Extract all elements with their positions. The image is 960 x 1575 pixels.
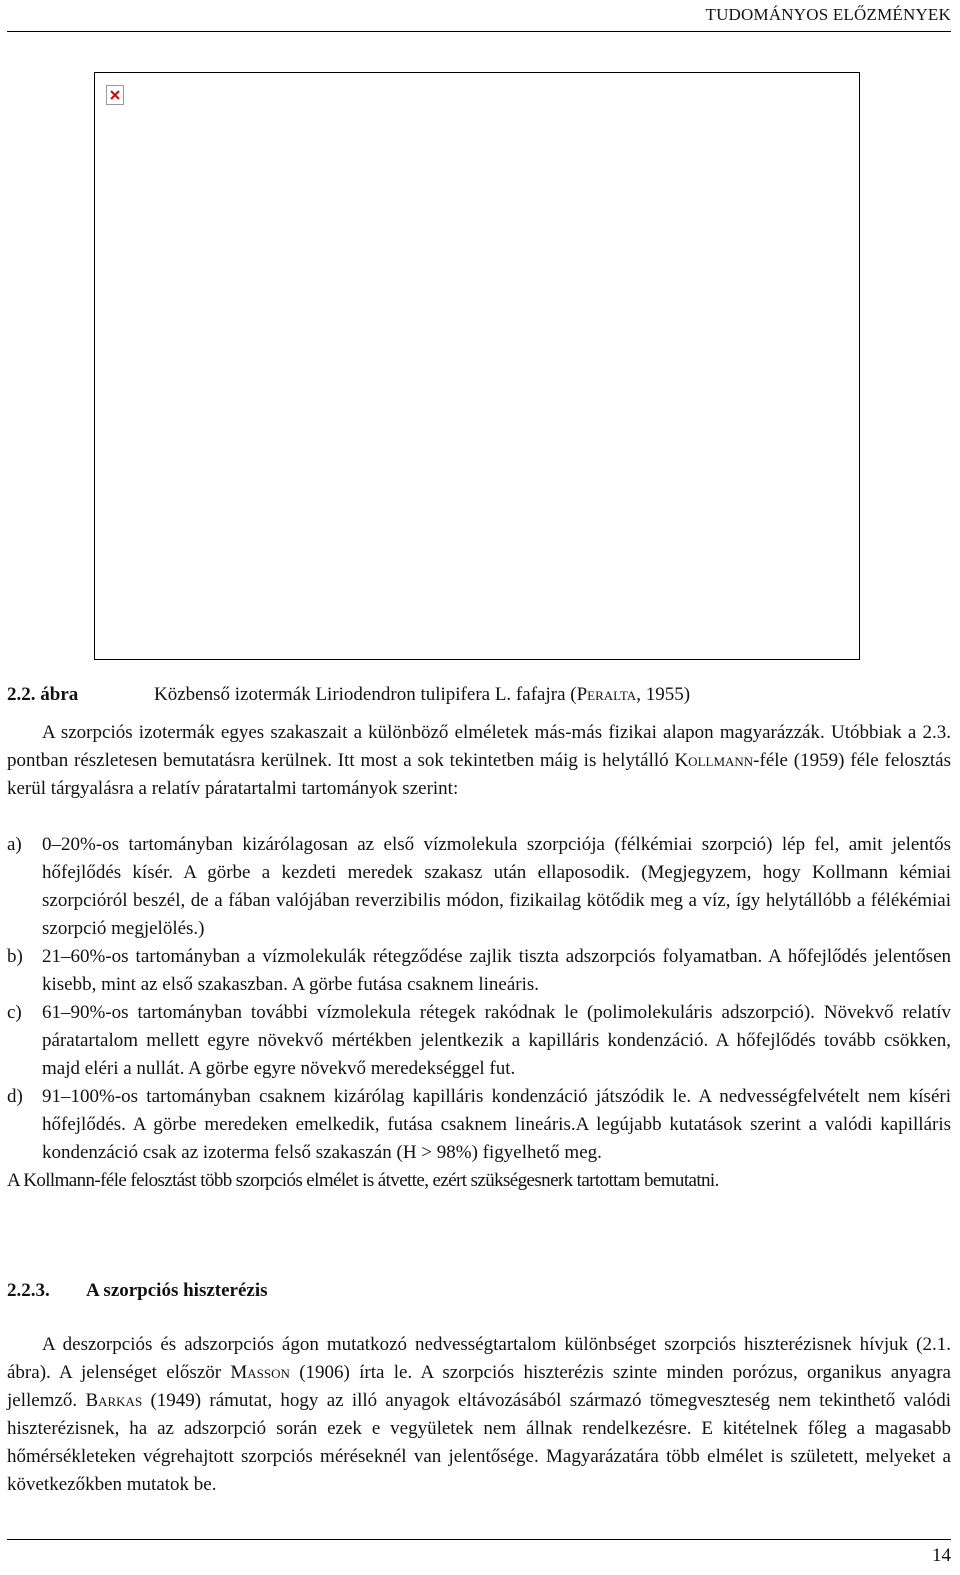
figure-number: 2.2. ábra (7, 684, 79, 705)
broken-image-icon (106, 85, 124, 105)
section-paragraph (7, 1331, 951, 1499)
list-marker: c) (7, 1002, 22, 1023)
list-item (7, 831, 951, 943)
section-title: A szorpciós hiszterézis (86, 1280, 268, 1301)
section-author-2: Barkas (85, 1390, 143, 1411)
list-item-text: 61–90%-os tartományban további vízmolekula rétegek rakódnak le (polimolekuláris adszorpció). Növekvő relatív páratartalom mellett egyre növekvő mértékben jelentkezik a kapilláris kondenzáció. A hőfejlődés tovább csökken, majd eléri a nullát. A görbe egyre növekvő meredekséggel fut. (42, 1002, 951, 1079)
figure-caption-author: Peralta (576, 684, 637, 705)
list-item (7, 1083, 951, 1167)
figure-caption-year: , 1955) (636, 684, 691, 705)
section-heading (7, 1280, 268, 1302)
header-divider (7, 31, 951, 32)
section-author-1: Masson (230, 1362, 290, 1383)
intro-text-2: -féle (1959) féle felosztás kerül tárgyalásra a relatív páratartalmi tartományok szerint: (7, 750, 951, 799)
list-item (7, 999, 951, 1083)
section-text-1: A deszorpciós és adszorpciós ágon mutatkozó nedvességtartalom különbséget szorpciós hiszterézisnek hívjuk (2.1. ábra). A jelenséget először (7, 1334, 951, 1383)
page-number: 14 (932, 1545, 951, 1566)
figure-caption (7, 684, 690, 706)
footer-divider (7, 1539, 951, 1540)
intro-author: Kollmann (674, 750, 754, 771)
list-marker: a) (7, 834, 22, 855)
intro-text-1: A szorpciós izotermák egyes szakaszait a különböző elméletek más-más fizikai alapon magyarázzák. Utóbbiak a 2.3. pontban részletesen bemutatásra kerülnek. Itt most a sok tekintetben máig is helytálló (7, 722, 951, 771)
figure-frame (94, 72, 860, 660)
intro-paragraph (7, 719, 951, 803)
range-list (7, 831, 951, 1195)
section-number: 2.2.3. (7, 1280, 50, 1301)
section-text-3: (1949) rámutat, hogy az illó anyagok eltávozásából származó tömegveszteség nem tekinthető valódi hiszterézisnek, ha az adszorpció során ezek e vegyületek nem állnak rendelkezésre. E kitételnek főleg a magasabb hőmérsékleteken végrehajtott szorpciós méréseknél van jelentősége. Magyarázatára több elmélet is született, melyeket a következőkben mutatok be. (7, 1390, 951, 1495)
section-text-2: (1906) írta le. A szorpciós hiszterézis szinte minden porózus, organikus anyagra jellemző. (7, 1362, 951, 1411)
closing-note: A Kollmann-féle felosztást több szorpciós elmélet is átvette, ezért szükségesnerk tartottam bemutatni. (7, 1170, 719, 1191)
running-header: TUDOMÁNYOS ELŐZMÉNYEK (705, 5, 951, 24)
list-item (7, 943, 951, 999)
figure-caption-text: Közbenső izotermák Liriodendron tulipifera L. fafajra ( (154, 684, 577, 705)
list-item-text: 91–100%-os tartományban csaknem kizárólag kapilláris kondenzáció játszódik le. A nedvességfelvételt nem kíséri hőfejlődés. A görbe meredeken emelkedik, futása csaknem lineáris.A legújabb kutatások szerint a valódi kapilláris kondenzáció csak az izoterma felső szakaszán (H > 98%) figyelhető meg. (42, 1086, 951, 1163)
list-marker: b) (7, 946, 23, 967)
list-item-text: 21–60%-os tartományban a vízmolekulák rétegződése zajlik tiszta adszorpciós folyamatban. A hőfejlődés jelentősen kisebb, mint az első szakaszban. A görbe futása csaknem lineáris. (42, 946, 951, 995)
list-item-text: 0–20%-os tartományban kizárólagosan az első vízmolekula szorpciója (félkémiai szorpció) lép fel, amit jelentős hőfejlődés kísér. A görbe a kezdeti meredek szakasz után ellaposodik. (Megjegyzem, hogy Kollmann kémiai szorpcióról beszél, de a fában valójában reverzibilis módon, fizikailag kötődik meg a víz, így helytállóbb a félékémiai szorpció megjelölés.) (42, 834, 951, 939)
list-marker: d) (7, 1086, 23, 1107)
